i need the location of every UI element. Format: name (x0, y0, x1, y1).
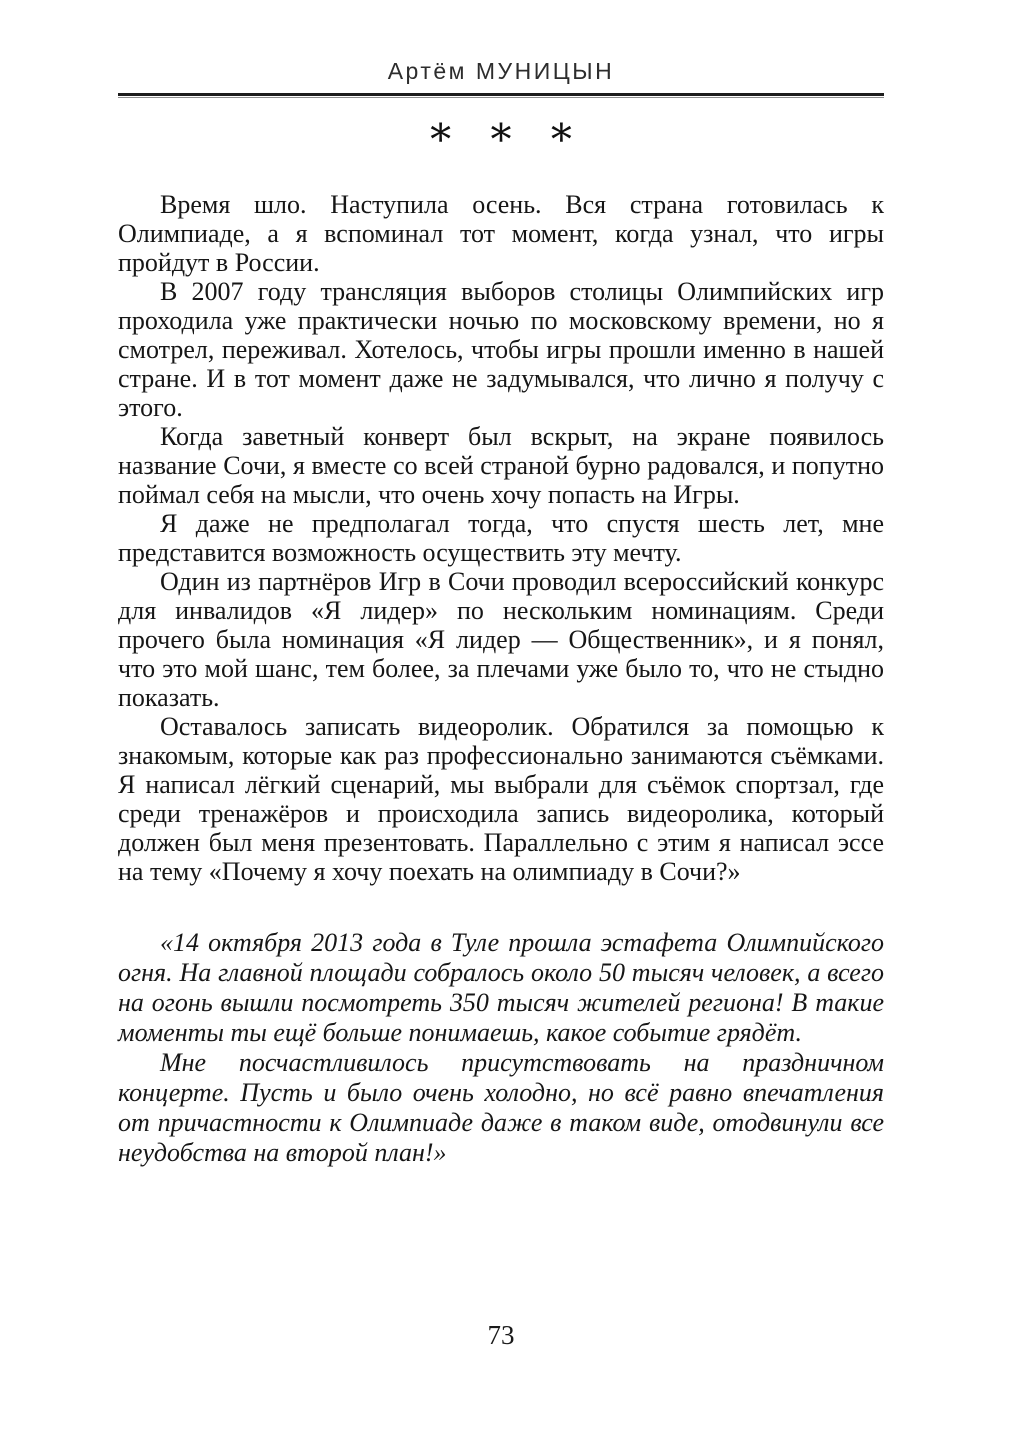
page-number: 73 (487, 1320, 515, 1350)
body-text (118, 190, 884, 886)
header-rule-thick-line (118, 93, 884, 96)
quote-paragraph: Мне посчастливилось присутствовать на праздничном концерте. Пусть и было очень холодно, но всё равно впечатления от причастности к Олимпиаде даже в таком виде, отодвинули все неудобства на второй план!» (118, 1048, 884, 1167)
body-paragraph: Время шло. Наступила осень. Вся страна готовилась к Олимпиаде, а я вспоминал тот момент, когда узнал, что игры пройдут в России. (118, 190, 884, 277)
section-separator: * * * (430, 115, 572, 164)
quote-paragraph: «14 октября 2013 года в Туле прошла эстафета Олимпийского огня. На главной площади собралось около 50 тысяч человек, а всего на огонь вышли посмотреть 350 тысяч жителей региона! В такие моменты ты ещё больше понимаешь, какое событие грядёт. (118, 928, 884, 1047)
header-rule-thin-line (118, 97, 884, 98)
body-paragraph: Когда заветный конверт был вскрыт, на экране появилось название Сочи, я вместе со всей страной бурно радовался, и попутно поймал себя на мысли, что очень хочу попасть на Игры. (118, 422, 884, 509)
body-paragraph: Один из партнёров Игр в Сочи проводил всероссийский конкурс для инвалидов «Я лидер» по нескольким номинациям. Среди прочего была номинация «Я лидер — Общественник», и я понял, что это мой шанс, тем более, за плечами уже было то, что не стыдно показать. (118, 567, 884, 712)
running-header: Артём МУНИЦЫН (387, 58, 615, 84)
quote-block (118, 928, 884, 1168)
body-paragraph: Оставалось записать видеоролик. Обратился за помощью к знакомым, которые как раз профессионально занимаются съёмками. Я написал лёгкий сценарий, мы выбрали для съёмок спортзал, где среди тренажёров и происходила запись видеоролика, который должен был меня презентовать. Параллельно с этим я написал эссе на тему «Почему я хочу поехать на олимпиаду в Сочи?» (118, 712, 884, 886)
body-paragraph: В 2007 году трансляция выборов столицы Олимпийских игр проходила уже практически ночью по московскому времени, но я смотрел, переживал. Хотелось, чтобы игры прошли именно в нашей стране. И в тот момент даже не задумывался, что лично я получу с этого. (118, 277, 884, 422)
header-rule (118, 93, 884, 98)
body-paragraph: Я даже не предполагал тогда, что спустя шесть лет, мне представится возможность осуществить эту мечту. (118, 509, 884, 567)
page-content (118, 0, 884, 1168)
